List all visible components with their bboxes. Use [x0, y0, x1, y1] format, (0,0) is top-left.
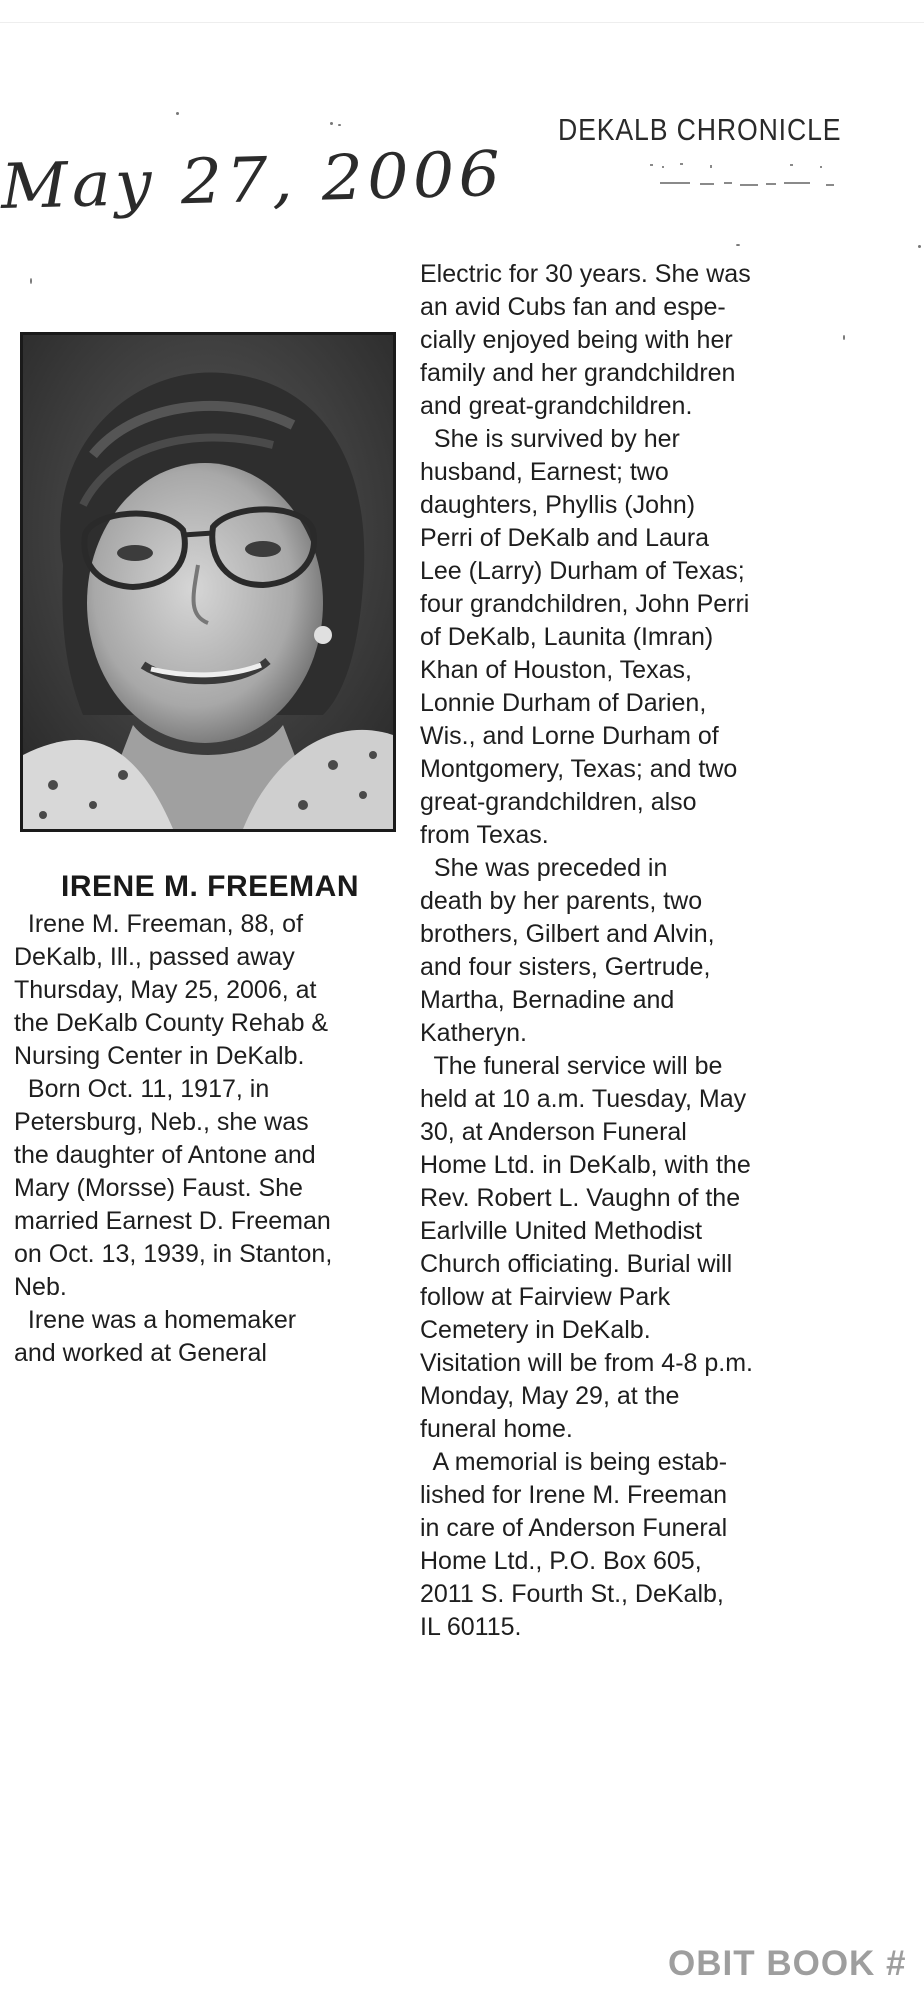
- text-line: of DeKalb, Launita (Imran): [420, 623, 714, 651]
- text-line: She was preceded in: [420, 854, 668, 882]
- text-line: the daughter of Antone and: [14, 1141, 316, 1169]
- text-line: DeKalb, Ill., passed away: [14, 943, 295, 971]
- text-line: family and her grandchildren: [420, 359, 736, 387]
- text-line: and four sisters, Gertrude,: [420, 953, 711, 981]
- text-line: Visitation will be from 4-8 p.m.: [420, 1349, 753, 1377]
- text-line: Irene M. Freeman, 88, of: [14, 910, 304, 938]
- text-line: Thursday, May 25, 2006, at: [14, 976, 317, 1004]
- text-line: A memorial is being estab-: [420, 1448, 728, 1476]
- text-line: funeral home.: [420, 1415, 573, 1443]
- text-line: Perri of DeKalb and Laura: [420, 524, 710, 552]
- text-line: cially enjoyed being with her: [420, 326, 733, 354]
- text-line: Home Ltd. in DeKalb, with the: [420, 1151, 751, 1179]
- scan-speck: [30, 278, 32, 284]
- text-line: Nursing Center in DeKalb.: [14, 1042, 305, 1070]
- text-line: Montgomery, Texas; and two: [420, 755, 738, 783]
- smudged-print-marks: [640, 160, 860, 200]
- text-line: and great-grandchildren.: [420, 392, 693, 420]
- obituary-left-column: [14, 908, 332, 1370]
- scan-speck: [338, 124, 341, 126]
- text-line: Monday, May 29, at the: [420, 1382, 680, 1410]
- text-line: 30, at Anderson Funeral: [420, 1118, 687, 1146]
- text-line: Irene was a homemaker: [14, 1306, 297, 1334]
- text-line: daughters, Phyllis (John): [420, 491, 696, 519]
- text-line: lished for Irene M. Freeman: [420, 1481, 728, 1509]
- scan-edge-line: [0, 22, 924, 23]
- text-line: IL 60115.: [420, 1613, 522, 1641]
- scan-speck: [843, 335, 845, 340]
- text-line: Khan of Houston, Texas,: [420, 656, 692, 684]
- scan-speck: [736, 244, 740, 246]
- text-line: husband, Earnest; two: [420, 458, 669, 486]
- text-line: follow at Fairview Park: [420, 1283, 671, 1311]
- text-line: from Texas.: [420, 821, 549, 849]
- text-line: Lonnie Durham of Darien,: [420, 689, 707, 717]
- text-line: She is survived by her: [420, 425, 680, 453]
- text-line: Petersburg, Neb., she was: [14, 1108, 309, 1136]
- text-line: Home Ltd., P.O. Box 605,: [420, 1547, 702, 1575]
- text-line: great-grandchildren, also: [420, 788, 697, 816]
- newspaper-source-label: DEKALB CHRONICLE: [558, 112, 842, 147]
- text-line: 2011 S. Fourth St., DeKalb,: [420, 1580, 724, 1608]
- text-line: four grandchildren, John Perri: [420, 590, 750, 618]
- obituary-right-column: [420, 258, 753, 1644]
- text-line: Electric for 30 years. She was: [420, 260, 751, 288]
- text-line: in care of Anderson Funeral: [420, 1514, 728, 1542]
- handwritten-date: May 27, 2006: [0, 136, 505, 223]
- text-line: the DeKalb County Rehab &: [14, 1009, 329, 1037]
- scan-speck: [918, 245, 921, 248]
- text-line: Earlville United Methodist: [420, 1217, 703, 1245]
- text-line: Born Oct. 11, 1917, in: [14, 1075, 270, 1103]
- text-line: Cemetery in DeKalb.: [420, 1316, 651, 1344]
- text-line: an avid Cubs fan and espe-: [420, 293, 726, 321]
- portrait-drawing: [23, 335, 393, 829]
- text-line: and worked at General: [14, 1339, 267, 1367]
- text-line: Katheryn.: [420, 1019, 528, 1047]
- text-line: married Earnest D. Freeman: [14, 1207, 331, 1235]
- text-line: Church officiating. Burial will: [420, 1250, 733, 1278]
- portrait-photo: [20, 332, 396, 832]
- text-line: on Oct. 13, 1939, in Stanton,: [14, 1240, 333, 1268]
- obituary-headline: IRENE M. FREEMAN: [60, 870, 359, 903]
- scan-speck: [330, 122, 333, 125]
- text-line: Rev. Robert L. Vaughn of the: [420, 1184, 741, 1212]
- text-line: Lee (Larry) Durham of Texas;: [420, 557, 745, 585]
- obit-book-stamp: OBIT BOOK #: [668, 1944, 907, 1983]
- text-line: Wis., and Lorne Durham of: [420, 722, 719, 750]
- text-line: death by her parents, two: [420, 887, 703, 915]
- text-line: Martha, Bernadine and: [420, 986, 675, 1014]
- text-line: The funeral service will be: [420, 1052, 723, 1080]
- text-line: Neb.: [14, 1273, 67, 1301]
- text-line: brothers, Gilbert and Alvin,: [420, 920, 715, 948]
- text-line: held at 10 a.m. Tuesday, May: [420, 1085, 747, 1113]
- scan-speck: [176, 112, 179, 115]
- text-line: Mary (Morsse) Faust. She: [14, 1174, 303, 1202]
